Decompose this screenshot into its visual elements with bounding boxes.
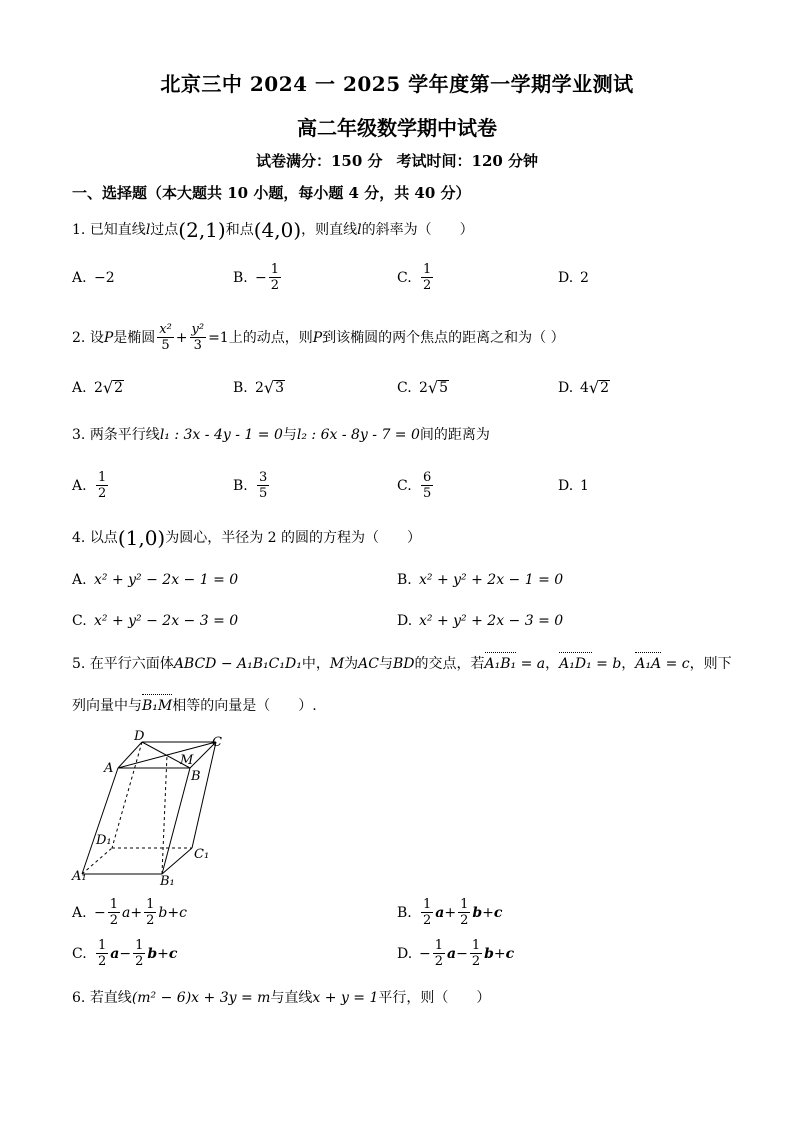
time-info: 考试时间：120 分钟 — [396, 152, 539, 170]
option-1d[interactable]: D. 2 — [558, 270, 589, 286]
label-A1: A₁ — [72, 869, 87, 884]
exam-title: 北京三中 2024 一 2025 学年度第一学期学业测试 — [160, 72, 634, 96]
exam-info — [0, 150, 794, 171]
section-heading: 一、选择题（本大题共 10 小题，每小题 4 分，共 40 分） — [72, 184, 471, 202]
question-6: 6. 若直线(m² − 6)x + 3y = m与直线x + y = 1平行，则（ ） — [72, 990, 491, 1006]
score-info: 试卷满分：150 分 — [255, 152, 383, 170]
option-1a[interactable]: A. −2 — [72, 270, 115, 286]
option-3b[interactable]: B. $\frac{3}{5}$ — [233, 470, 268, 501]
label-C: C — [212, 735, 222, 750]
option-1c[interactable]: C. $\frac{1}{2}$ — [397, 262, 432, 293]
option-3c[interactable]: C. $\frac{6}{5}$ — [397, 470, 432, 501]
edge-B1C1 — [162, 848, 192, 874]
option-4d[interactable]: D. x² + y² + 2x − 3 = 0 — [397, 613, 564, 629]
label-M: M — [180, 753, 194, 768]
question-5-line2: 列向量中与B₁M相等的向量是（ ）. — [72, 698, 317, 714]
option-2b[interactable]: B. 2 √ 3 — [233, 378, 285, 397]
question-3: 3. 两条平行线l₁ : 3x - 4y - 1 = 0与l₂ : 6x - 8y - 7 = 0间的距离为 — [72, 427, 490, 443]
option-4c[interactable]: C. x² + y² − 2x − 3 = 0 — [72, 613, 239, 629]
option-2c[interactable]: C. 2 √ 5 — [397, 378, 449, 397]
option-4b[interactable]: B. x² + y² + 2x − 1 = 0 — [397, 572, 564, 588]
label-B: B — [191, 769, 201, 784]
option-5a[interactable]: A. − $\frac{1}{2}$ a + $\frac{1}{2}$ b + c — [72, 897, 187, 928]
option-1b[interactable]: B. − $\frac{1}{2}$ — [233, 262, 280, 293]
label-A: A — [104, 761, 114, 776]
option-5d[interactable]: D. − $\frac{1}{2}$ a − $\frac{1}{2}$ b + c — [397, 938, 515, 969]
option-5c[interactable]: C. $\frac{1}{2}$ a − $\frac{1}{2}$ b + c — [72, 938, 178, 969]
label-D: D — [134, 729, 145, 744]
option-3a[interactable]: A. $\frac{1}{2}$ — [72, 470, 107, 501]
option-3d[interactable]: D. 1 — [558, 478, 589, 494]
option-2d[interactable]: D. 4 √ 2 — [558, 378, 610, 397]
question-2: 2. 设 P 是椭圆 $\frac{\text{x²}}{5}$ + $\frac{\text{y²}}{3}$ =1上的动点，则 P 到该椭圆的两个焦点的距离之和为（ ） — [72, 322, 565, 353]
option-5b[interactable]: B. $\frac{1}{2}$ a + $\frac{1}{2}$ b + c — [397, 897, 503, 928]
exam-subtitle: 高二年级数学期中试卷 — [297, 116, 497, 140]
option-4a[interactable]: A. x² + y² − 2x − 1 = 0 — [72, 572, 239, 588]
question-4: 4. 以点(1,0)为圆心，半径为 2 的圆的方程为（ ） — [72, 526, 422, 550]
label-B1: B₁ — [160, 874, 175, 889]
label-C1: C₁ — [194, 847, 210, 862]
question-5: 5. 在平行六面体ABCD − A₁B₁C₁D₁中，M为AC与BD的交点，若A₁B₁ = a，A₁D₁ = b，A₁A = c，则下 — [72, 656, 732, 672]
option-2a[interactable]: A. 2 √ 2 — [72, 378, 124, 397]
edge-CC1 — [192, 742, 216, 848]
parallelepiped-figure — [70, 729, 222, 889]
label-D1: D₁ — [96, 833, 112, 848]
question-1: 1. 已知直线l过点(2,1)和点(4,0)，则直线l的斜率为（ ） — [72, 218, 474, 242]
